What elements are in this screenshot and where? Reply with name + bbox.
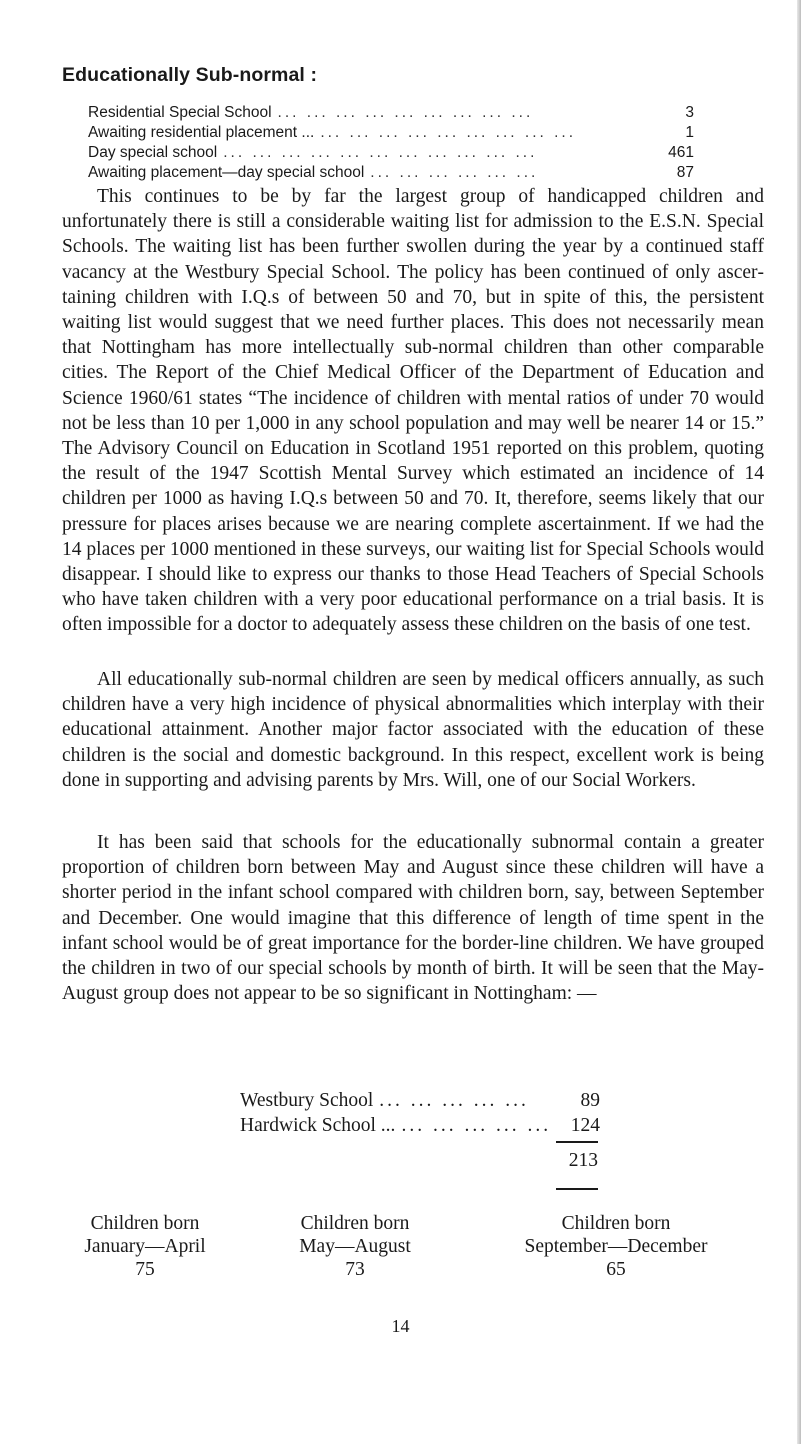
placement-label: Awaiting placement—day special school	[88, 164, 365, 181]
leader-dots: ... ... ... ... ... ... ... ... ...	[320, 124, 577, 141]
placement-value: 87	[676, 164, 694, 181]
section-heading: Educationally Sub-normal :	[62, 64, 318, 86]
school-row	[240, 1088, 600, 1113]
placement-value: 461	[668, 144, 694, 161]
leader-dots: ... ... ... ... ...	[401, 1115, 552, 1136]
birth-group	[60, 1212, 230, 1281]
birth-group-line2: May—August	[299, 1236, 411, 1257]
school-name: Hardwick School ...	[240, 1115, 396, 1136]
total-rule-top	[556, 1141, 598, 1143]
birth-group	[275, 1212, 435, 1281]
placement-label: Awaiting residential placement ...	[88, 124, 315, 141]
total-rule-bottom	[556, 1188, 598, 1190]
page-edge-shadow	[797, 0, 801, 1444]
placement-row	[88, 163, 694, 183]
birth-group-line2: September—December	[524, 1236, 708, 1257]
birth-group-line2: January—April	[84, 1236, 206, 1257]
placement-label: Day special school	[88, 144, 218, 161]
placement-stats	[88, 103, 694, 183]
placement-value: 1	[685, 124, 694, 141]
birth-group-line1: Children born	[300, 1213, 410, 1234]
birth-month-groups	[60, 1212, 740, 1292]
school-value: 89	[580, 1090, 600, 1111]
school-counts	[240, 1088, 600, 1138]
body-paragraph: All educationally sub-normal children are seen by medical officers annually, as such children have a very high incidence of physical abnormalities which interplay with their educational attainment. Another major factor associated with the education of these children is the social and domestic background. In this respect, excellent work is being done in supporting and advising parents by Mrs. Will, one of our Social Workers.	[62, 669, 764, 791]
leader-dots: ... ... ... ... ... ... ... ... ... ... ...	[223, 144, 538, 161]
page-number: 14	[391, 1316, 410, 1336]
placement-row	[88, 123, 694, 143]
placement-row	[88, 103, 694, 123]
leader-dots: ... ... ... ... ...	[379, 1090, 529, 1111]
body-paragraph: This continues to be by far the largest group of handicapped children and unfortunately there is still a considerable waiting list for admission to the E.S.N. Special Schools. The waiting list has been further swollen during the year by a continued staff vacancy at the Westbury Special School. The policy has been continued of only ascertaining children with I.Q.s of between 50 and 70, but in spite of this, the persistent waiting list would suggest that we need further places. This does not necessarily mean that Nottingham has more intellectually sub-normal children than other comparable cities. The Report of the Chief Medical Officer of the Department of Education and Science 1960/61 states “The incidence of children with mental ratios of under 70 would not be less than 10 per 1,000 in any school population and may well be nearer 14 or 15.” The Advisory Council on Education in Scotland 1951 reported on this problem, quoting the result of the 1947 Scottish Mental Survey which estimated an incidence of 14 children per 1000 as having I.Q.s between 50 and 70. It, therefore, seems likely that our pressure for places arises because we are nearing complete ascertainment. If we had the 14 places per 1000 mentioned in these surveys, our waiting list for Special Schools would disappear. I should like to express our thanks to those Head Teachers of Special Schools who have taken children with a very poor educational performance on a trial basis. It is often impossible for a doctor to adequately assess these children on the basis of one test.	[62, 186, 764, 636]
placement-value: 3	[685, 104, 694, 121]
birth-group	[492, 1212, 740, 1281]
birth-group-value: 73	[345, 1259, 365, 1280]
birth-group-line1: Children born	[561, 1213, 671, 1234]
birth-group-value: 75	[135, 1259, 155, 1280]
schools-total: 213	[568, 1150, 598, 1171]
placement-label: Residential Special School	[88, 104, 272, 121]
placement-row	[88, 143, 694, 163]
school-name: Westbury School	[240, 1090, 374, 1111]
birth-group-value: 65	[606, 1259, 626, 1280]
school-value: 124	[570, 1115, 600, 1136]
school-row	[240, 1113, 600, 1138]
body-paragraph: It has been said that schools for the educationally subnormal contain a greater proportion of children born between May and August since these children will have a shorter period in the infant school compared with children born, say, between September and December. One would imagine that this difference of length of time spent in the infant school would be of great importance for the border-line children. We have grouped the children in two of our special schools by month of birth. It will be seen that the May-August group does not appear to be so significant in Nottingham: —	[62, 832, 764, 1005]
birth-group-line1: Children born	[90, 1213, 200, 1234]
leader-dots: ... ... ... ... ... ... ... ... ...	[277, 104, 534, 121]
leader-dots: ... ... ... ... ... ...	[370, 164, 539, 181]
